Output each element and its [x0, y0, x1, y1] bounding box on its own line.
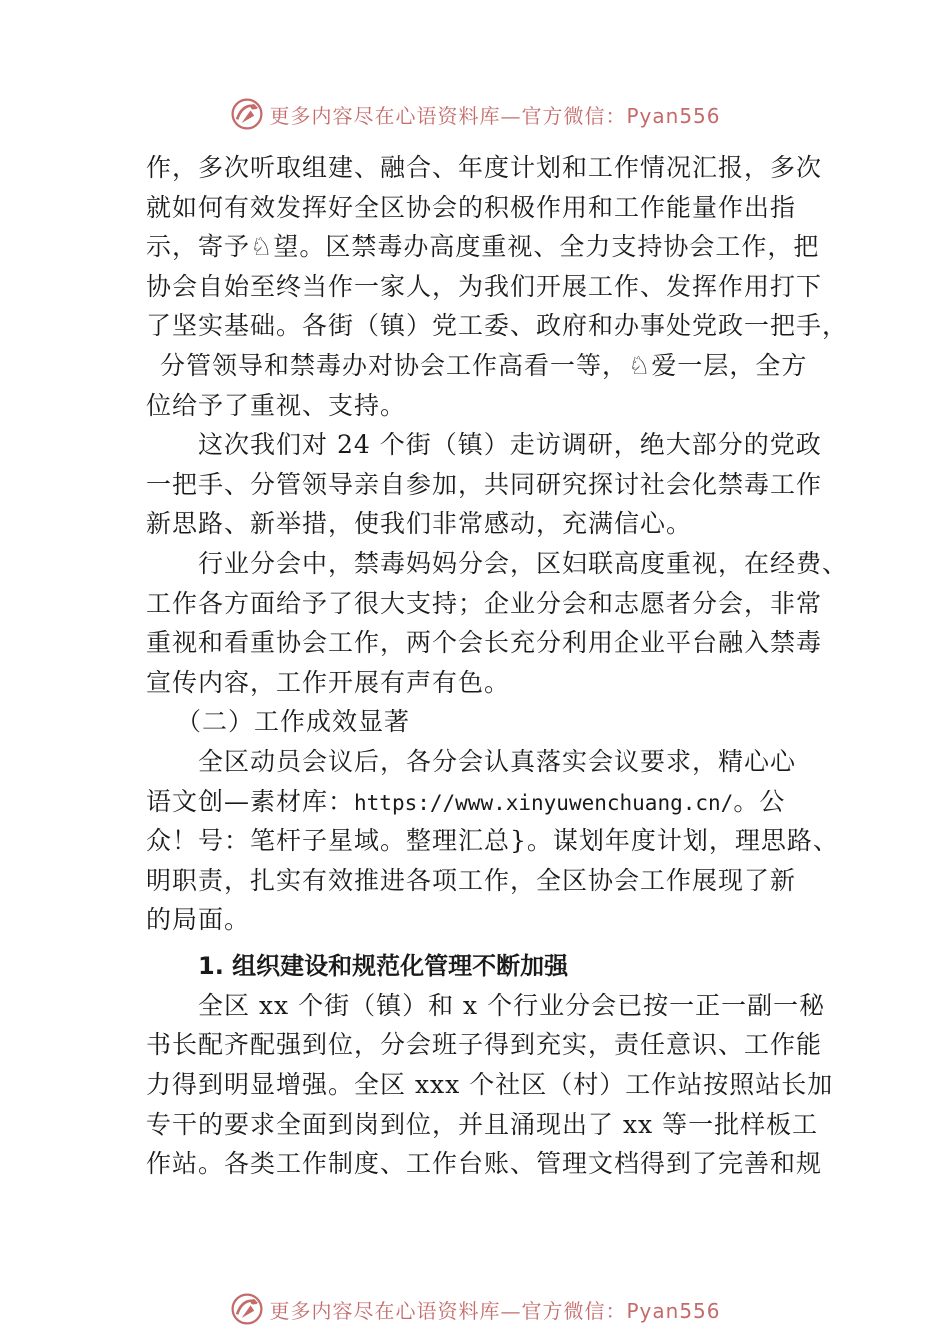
p1-line-4: 协会自始至终当作一家人，为我们开展工作、发挥作用打下 [146, 271, 823, 301]
footer-banner [0, 1289, 950, 1329]
p4-line-2 [146, 782, 816, 822]
p1-line-2: 就如何有效发挥好全区协会的积极作用和工作能量作出指 [146, 192, 797, 222]
p5-line-2: 书长配齐配强到位，分会班子得到充实，责任意识、工作能 [146, 1030, 823, 1060]
p1-line-3: 示，寄予♘望。区禁毒办高度重视、全力支持协会工作，把 [146, 232, 820, 262]
p2-line-3: 新思路、新举措，使我们非常感动，充满信心。 [146, 509, 693, 539]
p1-line-7: 位给予了重视、支持。 [146, 390, 407, 420]
document-body [146, 148, 849, 1184]
p1-line-6: 分管领导和禁毒办对协会工作高看一等，♘爱一层，全方 [160, 350, 808, 380]
header-wechat-id: Pyan556 [626, 103, 721, 128]
p3-line-4: 宣传内容，工作开展有声有色。 [146, 667, 511, 697]
p3-line-1: 行业分会中，禁毒妈妈分会，区妇联高度重视，在经费、 [198, 548, 849, 578]
header-banner [0, 94, 950, 134]
p1-line-5: 了坚实基础。各街（镇）党工委、政府和办事处党政一把手， [146, 311, 849, 341]
p1-line-1: 作，多次听取组建、融合、年度计划和工作情况汇报，多次 [146, 153, 823, 182]
section-subtitle: （二）工作成效显著 [176, 707, 411, 737]
header-banner-text: 更多内容尽在心语资料库—官方微信：Pyan556 [269, 103, 721, 128]
p5-line-4: 专干的要求全面到岗到位，并且涌现出了 xx 等一批样板工 [146, 1109, 819, 1139]
p3-line-2: 工作各方面给予了很大支持；企业分会和志愿者分会，非常 [146, 588, 823, 618]
p5-line-1: 全区 xx 个街（镇）和 x 个行业分会已按一正一副一秘 [198, 990, 826, 1020]
brand-logo-icon [229, 1291, 265, 1327]
p4-line-4: 明职责，扎实有效推进各项工作，全区协会工作展现了新 [146, 865, 797, 895]
brand-logo-icon [229, 96, 265, 132]
p4-line-5: 的局面。 [146, 905, 251, 935]
footer-wechat-id: Pyan556 [626, 1298, 721, 1323]
p4-line-1: 全区动员会议后，各分会认真落实会议要求，精心心 [198, 746, 797, 776]
p3-line-3: 重视和看重协会工作，两个会长充分利用企业平台融入禁毒 [146, 628, 823, 658]
p2-line-2: 一把手、分管领导亲自参加，共同研究探讨社会化禁毒工作 [146, 469, 823, 499]
footer-banner-text: 更多内容尽在心语资料库—官方微信：Pyan556 [269, 1298, 721, 1323]
p2-line-1: 这次我们对 24 个街（镇）走访调研，绝大部分的党政 [198, 430, 822, 460]
p4-line-2-pre: 语文创—素材库： [146, 786, 355, 816]
p4-line-2-post: 。公 [733, 786, 786, 816]
p5-line-5: 作站。各类工作制度、工作台账、管理文档得到了完善和规 [146, 1149, 823, 1179]
p4-line-3: 众！号：笔杆子星域。整理汇总}。谋划年度计划，理思路、 [146, 826, 839, 856]
p5-line-3: 力得到明显增强。全区 xxx 个社区（村）工作站按照站长加 [146, 1070, 834, 1100]
source-url: https://www.xinyuwenchuang.cn/ [354, 790, 734, 815]
section-heading-1: 1. 组织建设和规范化管理不断加强 [198, 951, 569, 980]
